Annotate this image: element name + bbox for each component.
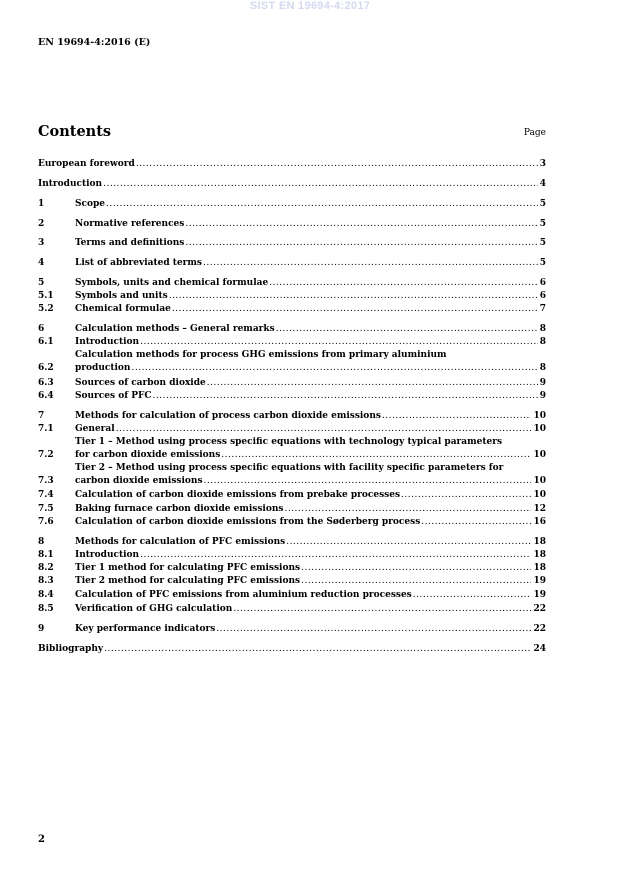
toc-entry-page: 9 bbox=[539, 391, 546, 401]
toc-entry-number: 9 bbox=[38, 624, 45, 634]
toc-entry-number: 8.1 bbox=[38, 550, 54, 560]
toc-entry-page: 10 bbox=[533, 476, 546, 486]
toc-entry-page: 19 bbox=[533, 576, 546, 586]
leader-dots bbox=[116, 423, 532, 435]
toc-entry-title: for carbon dioxide emissions bbox=[75, 450, 221, 460]
toc-entry[interactable] bbox=[38, 350, 546, 374]
page-column-label: Page bbox=[523, 128, 546, 138]
toc-entry-number: 7.6 bbox=[38, 517, 54, 527]
toc-entry-title-line1: Tier 2 – Method using process specific equations with facility specific parameters for bbox=[75, 463, 504, 473]
leader-dots bbox=[401, 489, 531, 501]
toc-entry[interactable] bbox=[38, 323, 546, 335]
toc-entry-title: Verification of GHG calculation bbox=[75, 604, 233, 614]
toc-entry-number: 6 bbox=[38, 324, 45, 334]
toc-entry-title: Introduction bbox=[75, 337, 140, 347]
toc-entry[interactable] bbox=[38, 336, 546, 348]
toc-entry-title: Calculation of carbon dioxide emissions from prebake processes bbox=[75, 490, 401, 500]
toc-entry-title: Tier 2 method for calculating PFC emissions bbox=[75, 576, 301, 586]
toc-entry-title: Introduction bbox=[75, 550, 140, 560]
toc-entry-page: 22 bbox=[533, 624, 546, 634]
contents-title: Contents bbox=[38, 123, 112, 140]
toc-entry[interactable] bbox=[38, 277, 546, 289]
leader-dots bbox=[221, 449, 531, 461]
toc-entry-title: Sources of PFC bbox=[75, 391, 152, 401]
toc-entry-page: 4 bbox=[539, 179, 546, 189]
toc-entry-title: Methods for calculation of PFC emissions bbox=[75, 537, 286, 547]
toc-entry-page: 5 bbox=[539, 199, 546, 209]
toc-entry-page: 22 bbox=[533, 604, 546, 614]
leader-dots bbox=[136, 158, 538, 170]
toc-entry[interactable] bbox=[38, 377, 546, 389]
leader-dots bbox=[382, 410, 532, 422]
toc-entry-title: Calculation of carbon dioxide emissions from the Søderberg process bbox=[75, 517, 421, 527]
toc-entry-title: Normative references bbox=[75, 219, 185, 229]
toc-entry-title: General bbox=[75, 424, 115, 434]
toc-entry-page: 8 bbox=[539, 324, 546, 334]
toc-entry[interactable] bbox=[38, 437, 546, 461]
toc-entry-page: 18 bbox=[533, 550, 546, 560]
toc-entry-page: 10 bbox=[533, 424, 546, 434]
page-number: 2 bbox=[38, 834, 45, 845]
toc-entry-title: Calculation of PFC emissions from aluminium reduction processes bbox=[75, 590, 412, 600]
toc-entry-page: 12 bbox=[533, 504, 546, 514]
leader-dots bbox=[421, 516, 531, 528]
toc-entry[interactable] bbox=[38, 562, 546, 574]
leader-dots bbox=[413, 589, 532, 601]
toc-entry-number: 7 bbox=[38, 411, 45, 421]
toc-entry-title: production bbox=[75, 363, 131, 373]
leader-dots bbox=[204, 475, 532, 487]
toc-entry-title: Sources of carbon dioxide bbox=[75, 378, 206, 388]
toc-entry-page: 10 bbox=[533, 411, 546, 421]
leader-dots bbox=[185, 237, 537, 249]
toc-entry[interactable] bbox=[38, 536, 546, 548]
toc-entry-number: 5.1 bbox=[38, 291, 54, 301]
toc-entry-title: Methods for calculation of process carbon dioxide emissions bbox=[75, 411, 381, 421]
toc-entry-page: 9 bbox=[539, 378, 546, 388]
leader-dots bbox=[216, 623, 531, 635]
toc-entry[interactable] bbox=[38, 643, 546, 655]
toc-entry-number: 7.1 bbox=[38, 424, 54, 434]
toc-entry-title: Calculation methods – General remarks bbox=[75, 324, 275, 334]
toc-entry[interactable] bbox=[38, 257, 546, 269]
toc-entry-page: 8 bbox=[539, 363, 546, 373]
leader-dots bbox=[284, 503, 531, 515]
leader-dots bbox=[185, 218, 537, 230]
toc-entry[interactable] bbox=[38, 158, 546, 170]
toc-entry-number: 5 bbox=[38, 278, 45, 288]
toc-entry-number: 7.3 bbox=[38, 476, 54, 486]
toc-entry-title-line1: Calculation methods for process GHG emissions from primary aluminium bbox=[75, 350, 447, 360]
toc-entry[interactable] bbox=[38, 423, 546, 435]
toc-entry-number: 8 bbox=[38, 537, 45, 547]
watermark: SIST EN 19694-4:2017 bbox=[249, 0, 371, 12]
leader-dots bbox=[233, 603, 531, 615]
toc-entry[interactable] bbox=[38, 198, 546, 210]
toc-entry[interactable] bbox=[38, 549, 546, 561]
toc-entry-number: 6.1 bbox=[38, 337, 54, 347]
toc-entry-page: 6 bbox=[539, 291, 546, 301]
toc-entry-number: 2 bbox=[38, 219, 45, 229]
toc-entry-number: 6.3 bbox=[38, 378, 54, 388]
toc-entry-title: Introduction bbox=[38, 179, 103, 189]
toc-entry-number: 8.2 bbox=[38, 563, 54, 573]
toc-entry[interactable] bbox=[38, 178, 546, 190]
toc-entry[interactable] bbox=[38, 603, 546, 615]
toc-entry-title: Bibliography bbox=[38, 644, 104, 654]
leader-dots bbox=[269, 277, 538, 289]
toc-entry[interactable] bbox=[38, 410, 546, 422]
toc-entry[interactable] bbox=[38, 589, 546, 601]
toc-entry-title: European foreword bbox=[38, 159, 135, 169]
toc-entry-page: 19 bbox=[533, 590, 546, 600]
toc-entry-title: Symbols and units bbox=[75, 291, 168, 301]
leader-dots bbox=[106, 198, 538, 210]
toc-entry[interactable] bbox=[38, 290, 546, 302]
toc-entry-page: 7 bbox=[539, 304, 546, 314]
leader-dots bbox=[203, 257, 538, 269]
leader-dots bbox=[207, 377, 538, 389]
leader-dots bbox=[140, 336, 538, 348]
toc-entry-page: 18 bbox=[533, 563, 546, 573]
toc-entry[interactable] bbox=[38, 218, 546, 230]
toc-entry-number: 6.2 bbox=[38, 363, 54, 373]
toc-entry-number: 5.2 bbox=[38, 304, 54, 314]
toc-entry-title: Chemical formulae bbox=[75, 304, 171, 314]
toc-entry-number: 7.2 bbox=[38, 450, 54, 460]
toc-entry-page: 5 bbox=[539, 258, 546, 268]
toc-entry-page: 24 bbox=[533, 644, 546, 654]
toc-entry-number: 3 bbox=[38, 238, 45, 248]
toc-entry-number: 1 bbox=[38, 199, 45, 209]
leader-dots bbox=[169, 290, 538, 302]
toc-entry-page: 10 bbox=[533, 450, 546, 460]
toc-entry[interactable] bbox=[38, 623, 546, 635]
leader-dots bbox=[301, 575, 531, 587]
toc-entry-page: 10 bbox=[533, 490, 546, 500]
toc-entry-title: carbon dioxide emissions bbox=[75, 476, 203, 486]
toc-entry-title: List of abbreviated terms bbox=[75, 258, 203, 268]
leader-dots bbox=[131, 362, 537, 374]
toc-entry-number: 7.5 bbox=[38, 504, 54, 514]
toc-entry-number: 6.4 bbox=[38, 391, 54, 401]
toc-entry[interactable] bbox=[38, 390, 546, 402]
toc-entry[interactable] bbox=[38, 303, 546, 315]
toc-entry-title: Tier 1 method for calculating PFC emissions bbox=[75, 563, 301, 573]
leader-dots bbox=[276, 323, 538, 335]
leader-dots bbox=[103, 178, 538, 190]
toc-entry-number: 8.5 bbox=[38, 604, 54, 614]
toc-entry-page: 6 bbox=[539, 278, 546, 288]
leader-dots bbox=[286, 536, 531, 548]
toc-entry[interactable] bbox=[38, 489, 546, 501]
toc-entry-page: 16 bbox=[533, 517, 546, 527]
toc-entry-title: Scope bbox=[75, 199, 106, 209]
toc-entry-title-line1: Tier 1 – Method using process specific equations with technology typical parameters bbox=[75, 437, 503, 447]
document-header: EN 19694-4:2016 (E) bbox=[38, 37, 151, 48]
toc-entry-page: 8 bbox=[539, 337, 546, 347]
toc-entry-title: Baking furnace carbon dioxide emissions bbox=[75, 504, 284, 514]
toc-entry-number: 8.3 bbox=[38, 576, 54, 586]
leader-dots bbox=[104, 643, 531, 655]
toc-entry[interactable] bbox=[38, 237, 546, 249]
toc-entry[interactable] bbox=[38, 503, 546, 515]
toc-entry-page: 18 bbox=[533, 537, 546, 547]
toc-entry-title: Terms and definitions bbox=[75, 238, 185, 248]
toc-entry[interactable] bbox=[38, 575, 546, 587]
toc-entry-page: 5 bbox=[539, 219, 546, 229]
toc-entry[interactable] bbox=[38, 516, 546, 528]
toc-entry-title: Key performance indicators bbox=[75, 624, 216, 634]
leader-dots bbox=[140, 549, 531, 561]
leader-dots bbox=[301, 562, 531, 574]
leader-dots bbox=[153, 390, 538, 402]
toc-entry-number: 4 bbox=[38, 258, 45, 268]
toc-entry[interactable] bbox=[38, 463, 546, 487]
toc-entry-number: 8.4 bbox=[38, 590, 54, 600]
toc-entry-page: 5 bbox=[539, 238, 546, 248]
toc-entry-page: 3 bbox=[539, 159, 546, 169]
leader-dots bbox=[172, 303, 538, 315]
toc-entry-title: Symbols, units and chemical formulae bbox=[75, 278, 269, 288]
toc-entry-number: 7.4 bbox=[38, 490, 54, 500]
